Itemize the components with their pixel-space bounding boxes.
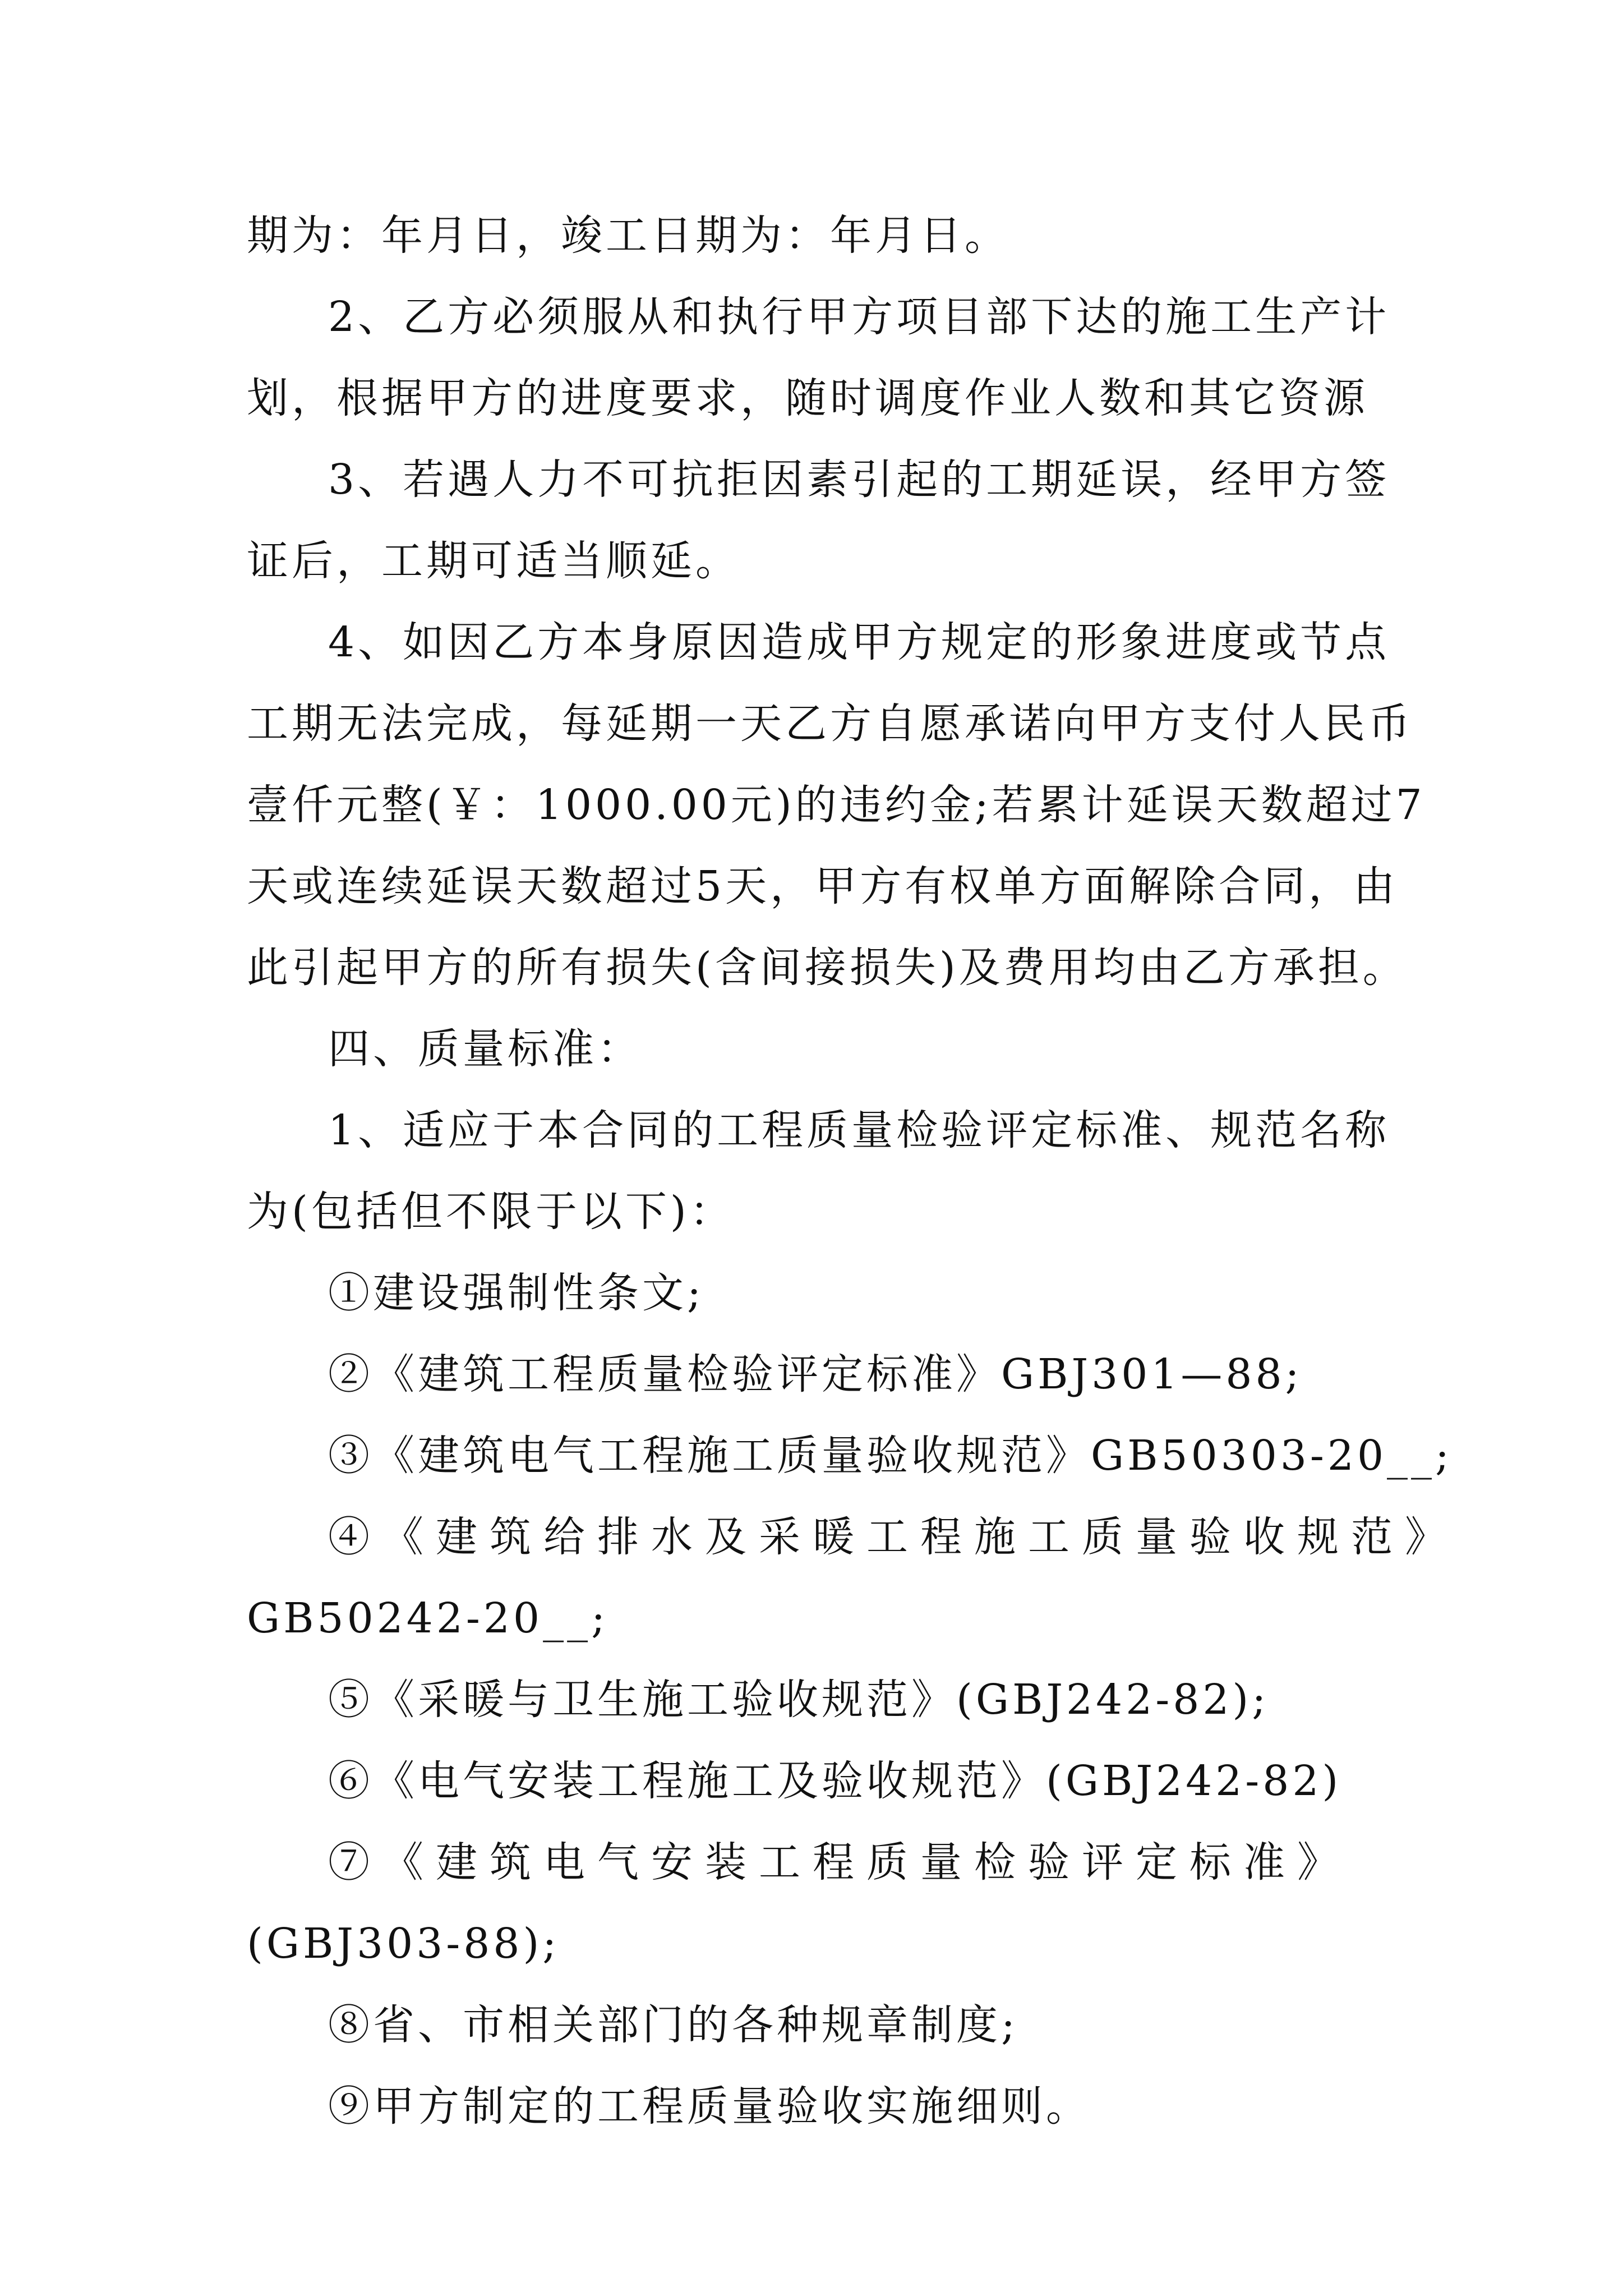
text-line: 此引起甲方的所有损失(含间接损失)及费用均由乙方承担。 bbox=[247, 944, 1408, 992]
list-item: ⑥《电气安装工程施工及验收规范》(GBJ242-82) bbox=[328, 1757, 1342, 1805]
text-line: 3、若遇人力不可抗拒因素引起的工期延误，经甲方签 bbox=[328, 455, 1390, 504]
text-line: 期为：年月日，竣工日期为：年月日。 bbox=[247, 211, 1009, 260]
text-line: 证后，工期可适当顺延。 bbox=[247, 537, 740, 585]
list-item: ⑤《采暖与卫生施工验收规范》(GBJ242-82); bbox=[328, 1676, 1270, 1724]
text-line: 2、乙方必须服从和执行甲方项目部下达的施工生产计 bbox=[328, 293, 1390, 341]
list-item: ⑦《建筑电气安装工程质量检验评定标准》 bbox=[328, 1838, 1351, 1887]
list-item: ⑧省、市相关部门的各种规章制度; bbox=[328, 2001, 1018, 2049]
section-heading: 四、质量标准： bbox=[328, 1025, 642, 1073]
text-line: 壹仟元整(￥：1000.00元)的违约金;若累计延误天数超过7 bbox=[247, 781, 1426, 829]
list-item-continuation: (GBJ303-88); bbox=[247, 1920, 560, 1968]
text-line: 工期无法完成，每延期一天乙方自愿承诺向甲方支付人民币 bbox=[247, 700, 1413, 748]
text-line: 划，根据甲方的进度要求，随时调度作业人数和其它资源 bbox=[247, 374, 1368, 422]
list-item: ②《建筑工程质量检验评定标准》GBJ301—88; bbox=[328, 1350, 1303, 1398]
list-item-continuation: GB50242-20__; bbox=[247, 1594, 608, 1642]
text-line: 4、如因乙方本身原因造成甲方规定的形象进度或节点 bbox=[328, 618, 1390, 666]
text-line: 天或连续延误天数超过5天，甲方有权单方面解除合同，由 bbox=[247, 862, 1399, 910]
list-item: ④《建筑给排水及采暖工程施工质量验收规范》 bbox=[328, 1513, 1459, 1561]
list-item: ③《建筑电气工程施工质量验收规范》GB50303-20__; bbox=[328, 1432, 1453, 1480]
list-item: ⑨甲方制定的工程质量验收实施细则。 bbox=[328, 2082, 1091, 2131]
text-line: 为(包括但不限于以下)： bbox=[247, 1188, 735, 1236]
text-line: 1、适应于本合同的工程质量检验评定标准、规范名称 bbox=[328, 1106, 1390, 1154]
list-item: ①建设强制性条文; bbox=[328, 1269, 704, 1317]
